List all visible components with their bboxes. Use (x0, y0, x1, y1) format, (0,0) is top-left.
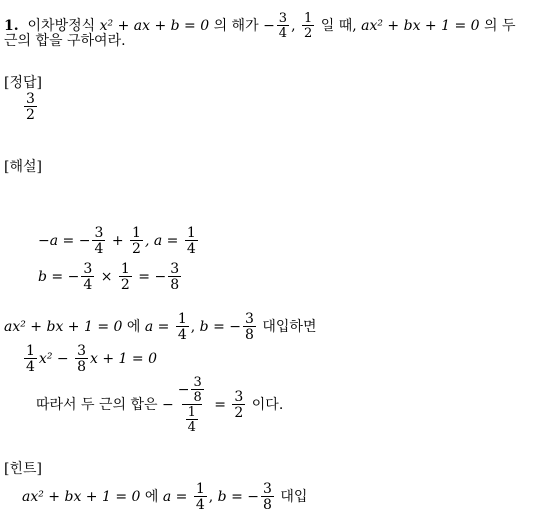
eq2-lhs: b = − (38, 269, 80, 285)
sub-b: b = − (199, 319, 241, 335)
eq1-frac1: $\frac{3}{4}$ (94, 225, 104, 257)
eq2-frac3: $\frac{3}{8}$ (170, 261, 180, 293)
solution-substitution (4, 312, 316, 342)
root2-fraction: $\frac{1}{2}$ (303, 11, 313, 41)
problem-number: 1. (4, 18, 19, 34)
concl-top-frac: $\frac{3}{8}$ (193, 375, 202, 405)
sub-b-frac: $\frac{3}{8}$ (245, 311, 254, 343)
root-comma: , (291, 18, 296, 34)
sub-text-b: 대입하면 (262, 319, 317, 335)
hint-b: b = − (217, 489, 259, 505)
new-frac2: $\frac{3}{8}$ (77, 343, 86, 375)
new-rest: x + 1 = 0 (90, 351, 157, 367)
eq1-frac2: $\frac{1}{2}$ (132, 225, 141, 257)
eq2-equals: = − (138, 269, 167, 285)
problem-text-d: 의 두 (484, 18, 516, 34)
eq2-frac2: $\frac{1}{2}$ (120, 261, 130, 293)
concl-complex-fraction (176, 376, 208, 434)
hint-label: [힌트] (4, 461, 42, 477)
concl-equals: = (214, 397, 226, 413)
sub-a-frac: $\frac{1}{4}$ (177, 311, 187, 343)
eq1-frac3: $\frac{1}{4}$ (186, 225, 196, 257)
answer-label: [정답] (4, 75, 42, 91)
eq1-plus: + (111, 233, 124, 249)
concl-text-a: 따라서 두 근의 합은 (36, 397, 158, 413)
problem-text-c: 일 때, (320, 18, 357, 34)
eq2-times: × (100, 269, 113, 285)
sub-text-a: 에 (126, 319, 141, 335)
new-x2: x² − (38, 351, 69, 367)
hint-text-b: 대입 (280, 489, 308, 505)
hint-text-a: 에 (144, 489, 159, 505)
hint-line (22, 482, 307, 512)
hint-comma: , (208, 489, 214, 505)
concl-inner-minus: − (177, 382, 190, 398)
answer-fraction: $\frac{3}{2}$ (26, 91, 35, 123)
solution-conclusion (36, 376, 283, 434)
root1-sign: − (263, 18, 275, 34)
hint-a-frac: $\frac{1}{4}$ (195, 481, 205, 513)
concl-text-b: 이다. (251, 397, 284, 413)
hint-b-frac: $\frac{3}{8}$ (263, 481, 272, 513)
hint-equation: ax² + bx + 1 = 0 (22, 489, 141, 505)
solution-eq2 (38, 262, 183, 292)
hint-a: a = (162, 489, 188, 505)
solution-new-equation (22, 344, 157, 374)
new-frac1: $\frac{1}{4}$ (26, 343, 35, 375)
solution-label: [해설] (4, 159, 42, 175)
answer-value (22, 92, 39, 122)
problem-equation-1: x² + ax + b = 0 (99, 18, 210, 34)
problem-text-a: 이차방정식 (27, 18, 96, 34)
sub-comma: , (190, 319, 196, 335)
sub-a: a = (144, 319, 170, 335)
sub-equation: ax² + bx + 1 = 0 (4, 319, 123, 335)
concl-minus: − (162, 397, 174, 413)
eq2-frac1: $\frac{3}{4}$ (83, 261, 93, 293)
problem-line-2: 근의 합을 구하여라. (4, 33, 126, 49)
solution-eq1 (38, 226, 200, 256)
problem-equation-2: ax² + bx + 1 = 0 (361, 18, 480, 34)
concl-bottom-frac: $\frac{1}{4}$ (187, 405, 196, 435)
problem-text-b: 의 해가 (213, 18, 259, 34)
eq1-mid: , a = (144, 233, 179, 249)
eq1-lhs: −a = − (38, 233, 91, 249)
concl-result-frac: $\frac{3}{2}$ (234, 389, 244, 421)
root1-fraction: $\frac{3}{4}$ (278, 11, 288, 41)
